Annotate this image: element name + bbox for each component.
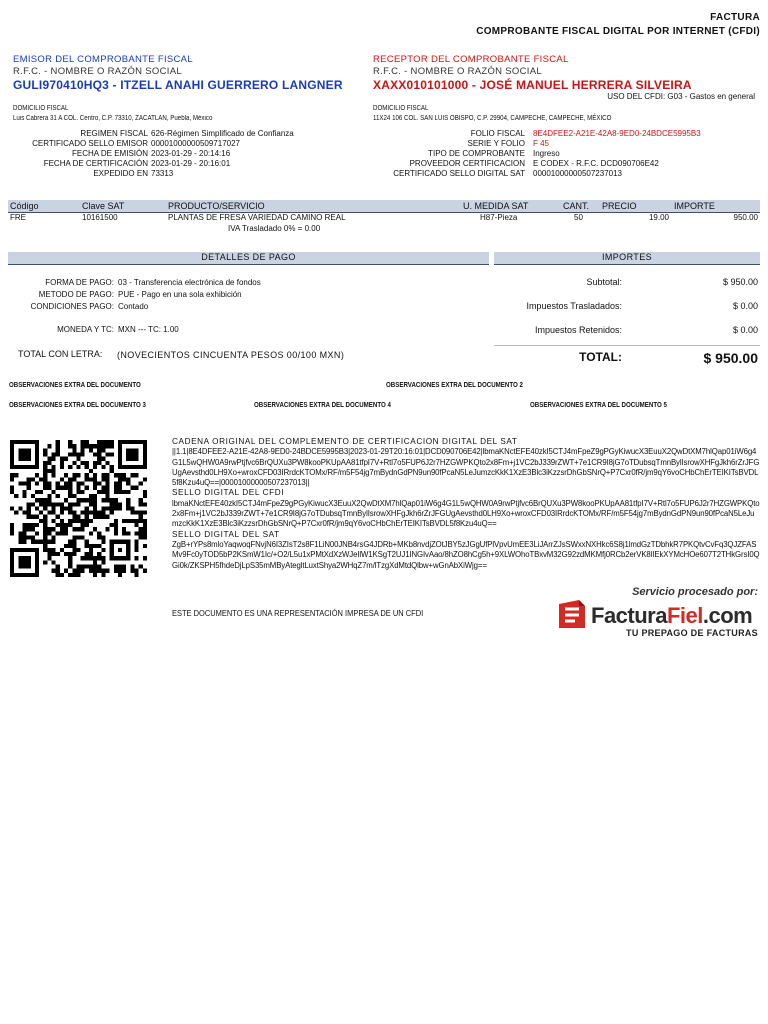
certificado-emisor-label: CERTIFICADO SELLO EMISOR	[32, 139, 148, 148]
folio-fiscal-value: 8E4DFEE2-A21E-42A8-9ED0-24BDCE5995B3	[533, 129, 701, 138]
qr-code-icon	[10, 437, 147, 580]
retenidos-label: Impuestos Retenidos:	[534, 325, 622, 335]
sello-sat-value: ZgB+rYPs8mloYaqwoqFNvjN6I3ZIsT2s8F1LiN00JNB4rsG4JDRb+MKb8nvdjZOtJBY5zJGgUfPlVpvUmEE3LiJArrZJsSWxxNXHkc6S8j1lmdGzTDbhkR7PKQtvCvFq3QJZFASMv9Fc0yTOD5bP2KSmW1Ic/+O2/L5u1xPMtXdXzWJeIlW1KSgT2UJ1INGIvAao/8hZO8hCg5h+9XLWOhoTBxvM32G92zdMKMfj0RCb2erVK8lIEkXYMcHOe607T2THkGrsI0QGi0k/ZKSPH5fhdeDjLpS35mMByAtegltLuxtShya2WHqZ7m/lTzgXdMtdQlbw+wGnAbXiWjg==	[172, 539, 760, 570]
row-importe: 950.00	[733, 213, 758, 222]
emisor-rfc-label: R.F.C. - NOMBRE O RAZÓN SOCIAL	[13, 66, 182, 77]
logo-part-fiel: Fiel	[666, 603, 703, 628]
trasladados-label: Impuestos Trasladados:	[526, 301, 622, 311]
emisor-rfc-name: GULI970410HQ3 - ITZELL ANAHI GUERRERO LANGNER	[13, 78, 343, 92]
serie-folio-value: F 45	[533, 139, 550, 148]
facturafiel-logo	[555, 598, 760, 640]
col-cantidad-header: CANT.	[563, 201, 590, 211]
facturafiel-logo-icon	[555, 598, 589, 632]
receptor-domicilio: 11X24 106 COL. SAN LUIS OBISPO, C.P. 29904, CAMPECHE, CAMPECHE, MÉXICO	[373, 115, 612, 122]
receptor-section-title: RECEPTOR DEL COMPROBANTE FISCAL	[373, 54, 569, 65]
certificado-emisor-value: 00001000000509717027	[151, 139, 240, 148]
receptor-domicilio-label: DOMICILIO FISCAL	[373, 105, 429, 112]
emisor-domicilio: Luis Cabrera 31 A COL. Centro, C.P. 73310, ZACATLAN, Puebla, México	[13, 115, 213, 122]
observaciones-3: OBSERVACIONES EXTRA DEL DOCUMENTO 3	[9, 402, 146, 409]
folio-fiscal-label: FOLIO FISCAL	[470, 129, 525, 138]
subtotal-value: $ 950.00	[722, 277, 758, 287]
observaciones-2: OBSERVACIONES EXTRA DEL DOCUMENTO 2	[386, 382, 523, 389]
cadena-original-value: ||1.1|8E4DFEE2-A21E-42A8-9ED0-24BDCE5995B3|2023-01-29T20:16:01|DCD090706E42|lbmaKNctEFE40zkI5CTJ4mFpeZ9gPGyKiwucX3EuuX2QwDtXM7hlQap01iW6g4G1L5wQHW0A9rwPtjfvc6BrQUXu3PW8kooPKUpAA81tfpI7V+Rtl7o5FUP6J2r7HZGWPKQto2x8Fm+j1VC2bJ339rZWT+7e1CR9I8jG7oTDubsqTmnBylIsrowXHFgJkh6rZrJFGUgAevsthd0LH9Xo+wroxCFD03IRrdcKTOMx/RF/m5F54jg7mBydnGdPN9un90fPcaN5LeJumzcKkK1XzE3Blc3iKzzsrDhGbSNrQ+P7Cxr0fR/jm9qY6voCHbChErTEIKITsBVDL5f8Kzu4uQ==|00001000000507237013||	[172, 447, 760, 488]
detalles-pago-title: DETALLES DE PAGO	[201, 252, 296, 262]
table-row	[0, 213, 768, 235]
row-unidad: H87-Pieza	[480, 213, 518, 222]
tipo-comprobante-label: TIPO DE COMPROBANTE	[428, 149, 525, 158]
col-codigo-header: Código	[10, 201, 39, 211]
cadena-original-title: CADENA ORIGINAL DEL COMPLEMENTO DE CERTIFICACION DIGITAL DEL SAT	[172, 437, 518, 446]
observaciones-1: OBSERVACIONES EXTRA DEL DOCUMENTO	[9, 382, 141, 389]
row-producto: PLANTAS DE FRESA VARIEDAD CAMINO REAL	[168, 213, 346, 222]
moneda-label: MONEDA Y TC:	[57, 325, 114, 334]
uso-cfdi: USO DEL CFDI: G03 - Gastos en general	[607, 92, 755, 101]
receptor-fields	[360, 129, 768, 187]
condiciones-pago-value: Contado	[118, 302, 149, 311]
sello-sat-title: SELLO DIGITAL DEL SAT	[172, 529, 280, 539]
col-clave-sat-header: Clave SAT	[82, 201, 125, 211]
emisor-domicilio-label: DOMICILIO FISCAL	[13, 105, 69, 112]
sello-cfdi-value: lbmaKNctEFE40zkI5CTJ4mFpeZ9gPGyKiwucX3EuuX2QwDtXM7hlQap01iW6g4G1L5wQHW0A9rwPtjfvc6BrQUXu3PW8kooPKUpAA81tfpI7V+Rtl7o5FUP6J2r7HZGWPKQto2x8Fm+j1VC2bJ339rZWT+7e1CR9I8jG7oTDubsqTmnBylIsrowXHFgJkh6rZrJFGUgAevsthd0LH9Xo+wroxCFD03IRrdcKTOMx/RF/m5F54jg7mBydnGdPN9un90fPcaN5LeJumzcKkK1XzE3Blc3iKzzsrDhGbSNrQ+P7Cxr0fR/jm9qY6voCHbChErTEIKITsBVDL5f8Kzu4uQ==	[172, 498, 760, 529]
receptor-rfc-name: XAXX010101000 - JOSÉ MANUEL HERRERA SILVEIRA	[373, 78, 692, 92]
col-unidad-header: U. MEDIDA SAT	[463, 201, 529, 211]
forma-pago-label: FORMA DE PAGO:	[45, 278, 114, 287]
total-letra-value: (NOVECIENTOS CINCUENTA PESOS 00/100 MXN)	[117, 350, 345, 360]
total-value: $ 950.00	[703, 350, 758, 366]
retenidos-value: $ 0.00	[732, 325, 758, 335]
servicio-procesado: Servicio procesado por:	[632, 586, 758, 598]
sello-cfdi-title: SELLO DIGITAL DEL CFDI	[172, 488, 285, 498]
proveedor-certificacion-value: E CODEX - R.F.C. DCD090706E42	[533, 159, 659, 168]
fecha-certificacion-value: 2023-01-29 - 20:16:01	[151, 159, 231, 168]
trasladados-value: $ 0.00	[732, 301, 758, 311]
fecha-certificacion-label: FECHA DE CERTIFICACIÓN	[43, 159, 148, 168]
receptor-rfc-label: R.F.C. - NOMBRE O RAZÓN SOCIAL	[373, 66, 542, 77]
fecha-emision-value: 2023-01-29 - 20:14:16	[151, 149, 231, 158]
col-precio-header: PRECIO	[602, 201, 637, 211]
regimen-fiscal-value: 626-Régimen Simplificado de Confianza	[151, 129, 294, 138]
condiciones-pago-label: CONDICIONES PAGO:	[30, 302, 114, 311]
serie-folio-label: SERIE Y FOLIO	[467, 139, 525, 148]
detalles-pago-rule	[8, 264, 489, 265]
logo-tagline: TU PREPAGO DE FACTURAS	[626, 628, 758, 638]
observaciones-4: OBSERVACIONES EXTRA DEL DOCUMENTO 4	[254, 402, 391, 409]
importes-title: IMPORTES	[601, 252, 653, 262]
document-subtitle: COMPROBANTE FISCAL DIGITAL POR INTERNET (CFDI)	[476, 26, 760, 37]
fecha-emision-label: FECHA DE EMISIÓN	[71, 149, 148, 158]
row-impuesto: IVA Trasladado 0% = 0.00	[228, 224, 321, 233]
total-divider	[494, 345, 760, 346]
certificado-sat-value: 00001000000507237013	[533, 169, 622, 178]
tipo-comprobante-value: Ingreso	[533, 149, 560, 158]
sat-chain-block	[172, 437, 760, 571]
row-precio: 19.00	[648, 213, 669, 222]
observaciones-5: OBSERVACIONES EXTRA DEL DOCUMENTO 5	[530, 402, 667, 409]
representacion-impresa: ESTE DOCUMENTO ES UNA REPRESENTACIÓN IMPRESA DE UN CFDI	[172, 608, 424, 618]
emisor-section-title: EMISOR DEL COMPROBANTE FISCAL	[13, 54, 193, 65]
row-codigo: FRE	[10, 213, 26, 222]
expedido-en-value: 73313	[151, 169, 174, 178]
subtotal-label: Subtotal:	[586, 277, 622, 287]
row-clave-sat: 10161500	[82, 213, 118, 222]
metodo-pago-value: PUE - Pago en una sola exhibición	[118, 290, 242, 299]
col-producto-header: PRODUCTO/SERVICIO	[168, 201, 265, 211]
forma-pago-value: 03 - Transferencia electrónica de fondos	[118, 278, 261, 287]
metodo-pago-label: METODO DE PAGO:	[38, 290, 114, 299]
emisor-fields	[0, 129, 360, 187]
total-label: TOTAL:	[579, 350, 622, 364]
document-type: FACTURA	[710, 12, 760, 23]
regimen-fiscal-label: REGIMEN FISCAL	[80, 129, 148, 138]
row-cantidad: 50	[574, 213, 583, 222]
moneda-value: MXN --- TC: 1.00	[118, 325, 179, 334]
proveedor-certificacion-label: PROVEEDOR CERTIFICACION	[409, 159, 525, 168]
col-importe-header: IMPORTE	[674, 201, 715, 211]
certificado-sat-label: CERTIFICADO SELLO DIGITAL SAT	[393, 169, 525, 178]
logo-part-factura: Factura	[591, 603, 667, 628]
logo-part-com: .com	[702, 603, 753, 628]
importes-rule	[494, 264, 760, 265]
facturafiel-wordmark	[591, 603, 752, 629]
expedido-en-label: EXPEDIDO EN	[93, 169, 148, 178]
total-letra-label: TOTAL CON LETRA:	[18, 349, 103, 359]
